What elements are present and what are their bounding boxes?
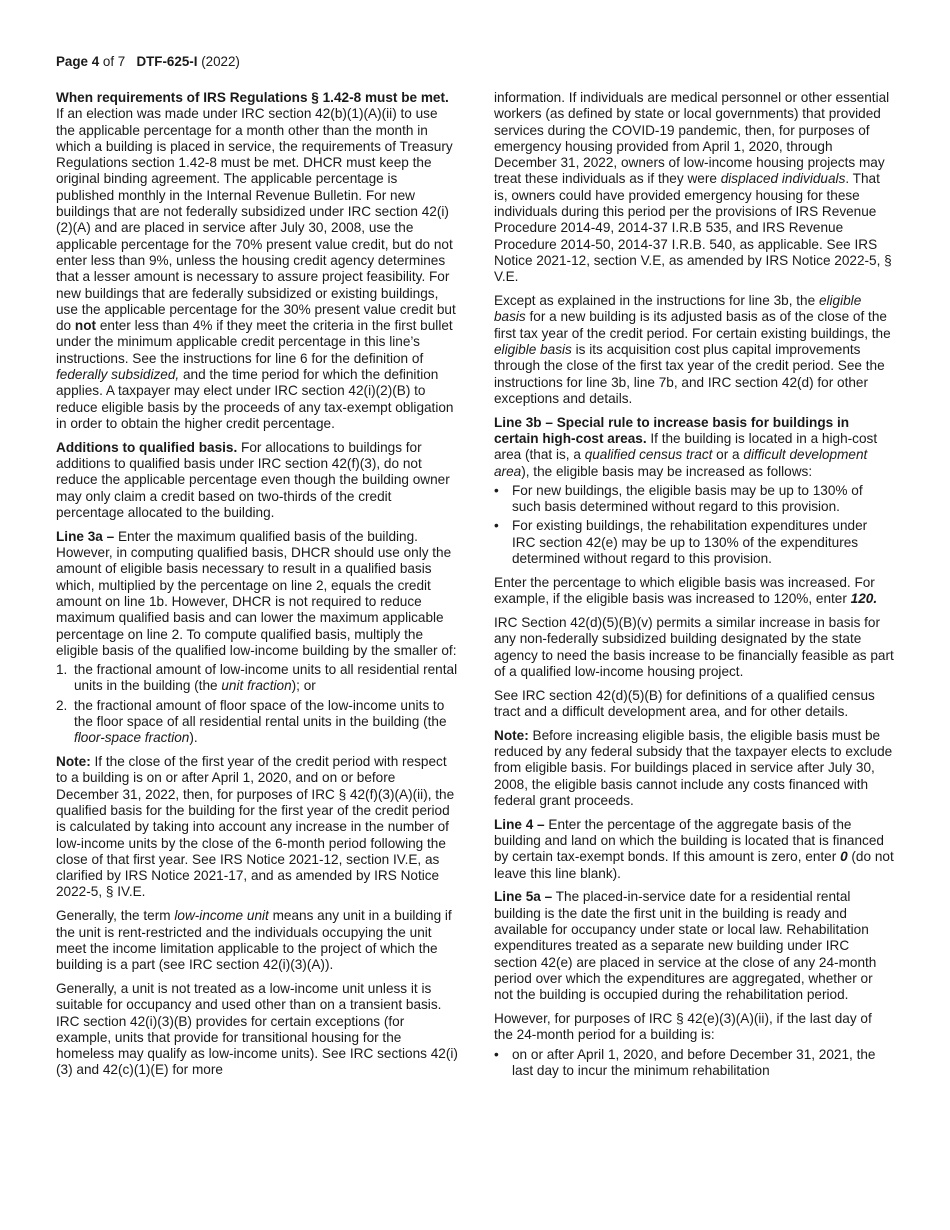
list-item — [56, 662, 458, 695]
paragraph-heading: Note: — [56, 754, 91, 770]
paragraph-heading: When requirements of IRS Regulations § 1.42-8 must be met. — [56, 90, 449, 105]
paragraph-text: For allocations to buildings for additions to qualified basis under IRC section 42(f)(3), do not reduce the applicable percentage even though the building owner may only claim a credit based on two-thirds of the credit percentage allocated to the building. — [56, 439, 450, 520]
list-number: 2. — [56, 697, 68, 713]
paragraph-enter-percentage — [494, 575, 894, 608]
bullet-icon: • — [494, 518, 499, 534]
paragraph-text: or a — [716, 447, 740, 463]
paragraph-text: For new buildings that are not federally subsidized under IRC section 42(i)(2)(A) and are placed in service after July 30, 2008, use the applicable percentage for the 70% present value credit, but do not enter less than 9%, unless the housing credit agency determines that a lesser amount is necessary to assure project feasibility. For new buildings that are federally subsidized or existing buildings, use the applicable percentage for the 30% present value credit but do — [56, 187, 456, 334]
paragraph-text: information. If individuals are medical personnel or other essential workers (as defined by state or local governments) that provided services during the COVID-19 pandemic, then, for purposes of emergency housing provided from April 1, 2020, through December 31, 2022, owners of low-income housing projects may treat these individuals as if they were — [494, 90, 890, 187]
bullet-icon: • — [494, 482, 499, 498]
paragraph-see-irc — [494, 688, 894, 721]
numbered-list — [56, 662, 458, 746]
paragraph-text: IRC Section 42(d)(5)(B)(v) permits a similar increase in basis for any non-federally subsidized building designated by the state agency to need the basis increase to be financially feasible as part of a qualified low-income housing project. — [494, 614, 894, 679]
paragraph-text: See IRC section 42(d)(5)(B) for definitions of a qualified census tract and a difficult development area, and for other details. — [494, 687, 875, 719]
defined-term: floor-space fraction — [74, 730, 190, 746]
defined-term: qualified census tract — [584, 447, 713, 463]
list-text: on or after April 1, 2020, and before December 31, 2021, the last day to incur the minimum rehabilitation — [512, 1046, 876, 1078]
paragraph-text: However, for purposes of IRC § 42(e)(3)(A)(ii), if the last day of the 24-month period for a building is: — [494, 1010, 872, 1043]
paragraph-text: If an election was made under IRC section 42(b)(1)(A)(ii) to use the applicable percentage for a month other than the month in which a building is placed in service, the requirements of Treasury Regulations section 1.42-8 must be met. DHCR must keep the original binding agreement. The applicable percentage is published monthly in the Internal Revenue Bulletin. — [56, 106, 453, 203]
page-label: Page 4 — [56, 54, 100, 69]
list-item — [494, 518, 894, 567]
paragraph-irs-regulations — [56, 90, 458, 432]
defined-term: displaced individuals — [720, 171, 846, 187]
list-text: the fractional amount of floor space of the low-income units to the floor space of all residential rental units in the building (the — [74, 697, 447, 729]
paragraph-emergency-housing — [494, 90, 894, 286]
paragraph-text: . That is, owners could have provided emergency housing for these individuals during this period per the provisions of IRS Revenue Procedure 2014-49, 2014-37 I.R.B 535, and IRS Revenue Procedure 2014-50, 2014-37 I.R.B. 540, as applicable. See IRS Notice 2021-12, section V.E, as amended by IRS Notice 2022-5, § V.E. — [494, 171, 892, 285]
paragraph-heading: Note: — [494, 727, 529, 743]
paragraph-line-4 — [494, 817, 894, 882]
paragraph-heading: Line 3a – — [56, 528, 115, 544]
paragraph-text: for a new building is its adjusted basis as of the close of the first tax year of the credit period. For certain existing buildings, the — [494, 309, 891, 341]
paragraph-line-5a — [494, 889, 894, 1003]
page-header — [56, 54, 240, 70]
right-column — [494, 90, 894, 1087]
paragraph-text: Enter the maximum qualified basis of the building. However, in computing qualified basis, DHCR should use only the amount of eligible basis necessary to result in a qualified basis which, multiplied by the percentage on line 2, equals the credit amount on line 1b. However, DHCR is not required to reduce maximum qualified basis and can lower the maximum applicable percentage on line 2. To compute qualified basis, multiply the eligible basis of the qualified low-income building by the smaller of: — [56, 528, 457, 658]
paragraph-text: enter less than 4% if they meet the criteria in the first bullet under the minimum applicable credit percentage in this line’s instructions. See the instructions for line 6 for the definition of — [56, 318, 453, 366]
defined-term: unit fraction — [221, 678, 292, 694]
list-item — [494, 483, 894, 516]
example-value: 120. — [850, 591, 878, 607]
paragraph-text: Generally, a unit is not treated as a low-income unit unless it is suitable for occupancy and used other than on a transient basis. IRC section 42(i)(3)(B) provides for certain exceptions (for example, units that provide for transitional housing for the homeless may qualify as low-income units). See IRC sections 42(i)(3) and 42(c)(1)(E) for more — [56, 980, 458, 1078]
left-column — [56, 90, 458, 1086]
paragraph-text: If the building is located in a high-cost area (that is, a — [494, 430, 878, 463]
form-id: DTF-625-I — [136, 54, 198, 69]
paragraph-heading: Line 4 – — [494, 816, 545, 832]
paragraph-additions-qualified-basis — [56, 440, 458, 521]
paragraph-heading: Line 3b – Special rule to increase basis for buildings in certain high-cost areas. — [494, 414, 850, 446]
defined-term: eligible basis — [494, 341, 572, 357]
paragraph-line-3a — [56, 529, 458, 659]
paragraph-text: Except as explained in the instructions for line 3b, the — [494, 293, 816, 309]
paragraph-text: Before increasing eligible basis, the eligible basis must be reduced by any federal subsidy that the taxpayer elects to exclude from eligible basis. For buildings placed in service after July 30, 2008, the eligible basis cannot include any costs financed with federal grant proceeds. — [494, 727, 893, 808]
paragraph-low-income-unit — [56, 908, 458, 973]
paragraph-24-month-period — [494, 1011, 894, 1044]
example-value: 0 — [840, 849, 848, 865]
defined-term: low-income unit — [174, 908, 269, 924]
paragraph-heading: Line 5a – — [494, 889, 553, 905]
list-text: ); or — [291, 678, 316, 694]
list-text: ). — [189, 730, 198, 746]
defined-term: difficult development area — [494, 447, 868, 479]
list-text: For existing buildings, the rehabilitation expenditures under IRC section 42(e) may be up to 130% of the expenditures determined without regard to this provision. — [512, 518, 868, 567]
list-item — [494, 1047, 894, 1080]
paragraph-eligible-basis — [494, 293, 894, 407]
paragraph-line-3b — [494, 415, 894, 480]
bullet-list — [494, 1047, 894, 1080]
paragraph-text: means any unit in a building if the unit is rent-restricted and the individuals occupying the unit meet the income limitation applicable to the project of which the building is a part (see IRC section 42(i)(3)(A)). — [56, 908, 452, 973]
emphasis-not: not — [74, 318, 97, 334]
paragraph-text: The placed-in-service date for a residential rental building is the date the first unit in the building is ready and available for occupancy under state or local law. Rehabilitation expenditures treated as a separate new building under IRC section 42(e) are placed in service at the close of any 24-month period over which the expenditures are aggregated, whether or not the building is occupied during the rehabilitation period. — [494, 889, 877, 1003]
list-text: the fractional amount of low-income units to all residential rental units in the building (the — [74, 662, 458, 694]
paragraph-text: (do not leave this line blank). — [494, 849, 894, 881]
paragraph-text: and the time period for which the definition applies. A taxpayer may elect under IRC section 42(i)(2)(B) to reduce eligible basis by the proceeds of any tax-exempt obligation in order to obtain the higher credit percentage. — [56, 367, 454, 431]
paragraph-suitable-occupancy — [56, 981, 458, 1079]
list-text: For new buildings, the eligible basis may be up to 130% of such basis determined without regard to this provision. — [512, 482, 863, 515]
list-item — [56, 698, 458, 747]
bullet-icon: • — [494, 1046, 499, 1062]
defined-term: eligible basis — [494, 293, 862, 325]
paragraph-text: If the close of the first year of the credit period with respect to a building is on or after April 1, 2020, and on or before December 31, 2022, then, for purposes of IRC § 42(f)(3)(A)(ii), the qualified basis for the building for the first year of the credit period is calculated by taking into account any increase in the number of low-income units by the close of the 6-month period following the close of that first year. See IRS Notice 2021-12, section IV.E, as clarified by IRS Notice 2021-17, and as amended by IRS Notice 2022-5, § IV.E. — [56, 754, 455, 900]
paragraph-note-eligible-basis — [494, 728, 894, 809]
paragraph-heading: Additions to qualified basis. — [56, 439, 238, 455]
paragraph-text: Enter the percentage to which eligible basis was increased. For example, if the eligible basis was increased to 120%, enter — [494, 574, 875, 607]
form-year: (2022) — [201, 54, 240, 69]
defined-term: federally subsidized, — [56, 367, 180, 383]
list-number: 1. — [56, 662, 68, 678]
paragraph-text: Enter the percentage of the aggregate basis of the building and land on which the building is located that is financed by certain tax-exempt bonds. If this amount is zero, enter — [494, 816, 884, 865]
paragraph-text: ), the eligible basis may be increased as follows: — [521, 463, 813, 479]
paragraph-section-42d5bv — [494, 615, 894, 680]
paragraph-note-qualified-basis — [56, 754, 458, 901]
page-count: of 7 — [102, 54, 126, 69]
paragraph-text: is its acquisition cost plus capital improvements through the close of the first tax year of the credit period. See the instructions for line 3b, line 7b, and IRC section 42(d) for other exceptions and details. — [494, 341, 885, 406]
bullet-list — [494, 483, 894, 567]
paragraph-text: Generally, the term — [56, 908, 171, 924]
